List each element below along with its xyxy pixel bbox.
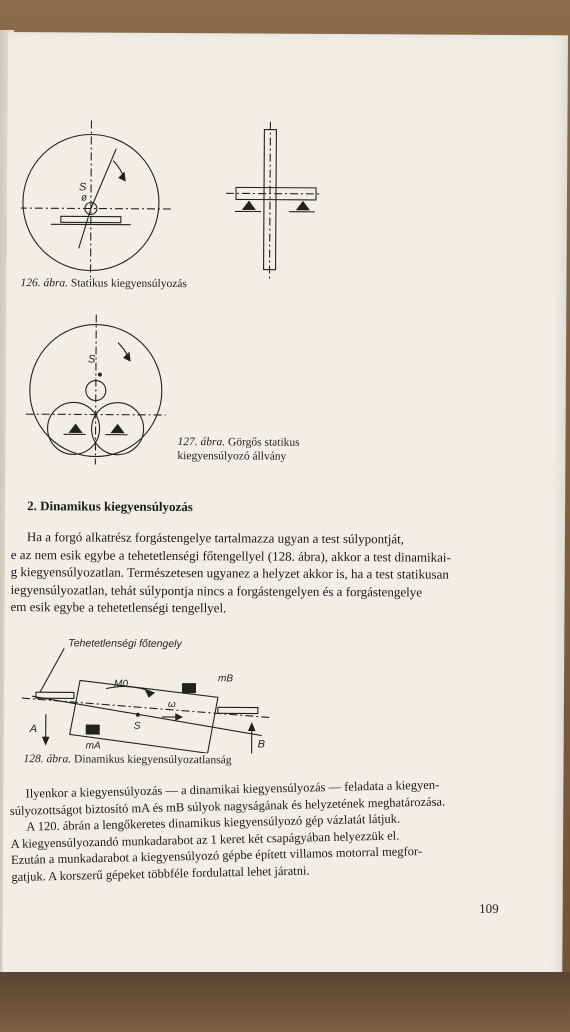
figure-128-caption bbox=[24, 752, 232, 767]
paragraph-1 bbox=[10, 528, 485, 618]
fig127-title-line1: Görgős statikus bbox=[228, 436, 300, 448]
fig128-label-omega: ω bbox=[168, 699, 176, 710]
fig128-label-s: S bbox=[134, 721, 141, 732]
fig128-label-mb: mB bbox=[218, 673, 233, 684]
fig126-title: Statikus kiegyensúlyozás bbox=[71, 277, 187, 290]
fig128-label-ma: mA bbox=[86, 740, 101, 751]
paragraph-1-line: iegyensúlyozatlan, tehát súlypontja nincs a forgástengelyen és a forgástengelye bbox=[11, 581, 485, 601]
paragraph-2-line: Ezután a munkadarabot a kiegyensúlyozó gépbe épített villamos motorral megfor- bbox=[11, 842, 485, 869]
fig128-label-b: B bbox=[258, 739, 265, 751]
fig128-label-m0: M0 bbox=[114, 679, 128, 690]
fig128-axis-label: Tehetetlenségi főtengely bbox=[68, 637, 182, 650]
figure-127-caption bbox=[177, 435, 299, 464]
paragraph-1-line: g kiegyensúlyozatlan. Természetesen ugyanez a helyzet akkor is, ha a test statikusan bbox=[11, 563, 485, 583]
book-page bbox=[2, 32, 568, 985]
paragraph-2 bbox=[9, 776, 485, 885]
fig126-label-s: S bbox=[79, 181, 87, 193]
fig126-label-phi: ø bbox=[81, 192, 87, 203]
fig126-number: 126. ábra. bbox=[20, 277, 68, 289]
paragraph-2-line: A 120. ábrán a lengőkeretes dinamikus kiegyensúlyozó gép vázlatát látjuk. bbox=[10, 809, 484, 836]
table-edge-shadow bbox=[0, 972, 570, 1032]
fig128-label-a: A bbox=[29, 723, 37, 735]
fig127-number: 127. ábra. bbox=[177, 436, 225, 448]
figure-126-caption bbox=[20, 276, 187, 291]
figure-127-drawing bbox=[25, 314, 186, 475]
fig128-number: 128. ábra. bbox=[24, 753, 72, 765]
paragraph-2-line: A kiegyensúlyozandó munkadarabot az 1 keret két csapágyában helyezzük el. bbox=[10, 825, 484, 852]
page-number: 109 bbox=[479, 901, 499, 917]
fig128-title: Dinamikus kiegyensúlyozatlanság bbox=[74, 753, 232, 766]
section-heading: 2. Dinamikus kiegyensúlyozás bbox=[27, 498, 193, 515]
figure-126-drawing bbox=[20, 120, 321, 292]
paragraph-1-line: Ha a forgó alkatrész forgástengelye tartalmazza ugyan a test súlypontját, bbox=[11, 528, 485, 548]
paragraph-1-line: e az nem esik egybe a tehetetlenségi főtengellyel (128. ábra), akkor a test dinamikai- bbox=[11, 546, 485, 566]
paragraph-2-line: Ilyenkor a kiegyensúlyozás — a dinamikai kiegyensúlyozás — feladata a kiegyen- bbox=[9, 776, 483, 803]
fig127-label-s: S bbox=[88, 353, 96, 365]
fig127-title-line2: kiegyensúlyozó állvány bbox=[177, 450, 286, 463]
figure-128-drawing bbox=[22, 636, 283, 754]
paragraph-1-line: em esik egybe a tehetetlenségi tengellyel. bbox=[10, 598, 484, 618]
paragraph-2-line: gatjuk. A korszerű gépeket többféle fordulattal lehet járatni. bbox=[11, 858, 485, 885]
paragraph-2-line: súlyozottságot biztosító mA és mB súlyok nagyságának és helyzetének meghatározása. bbox=[10, 792, 484, 819]
